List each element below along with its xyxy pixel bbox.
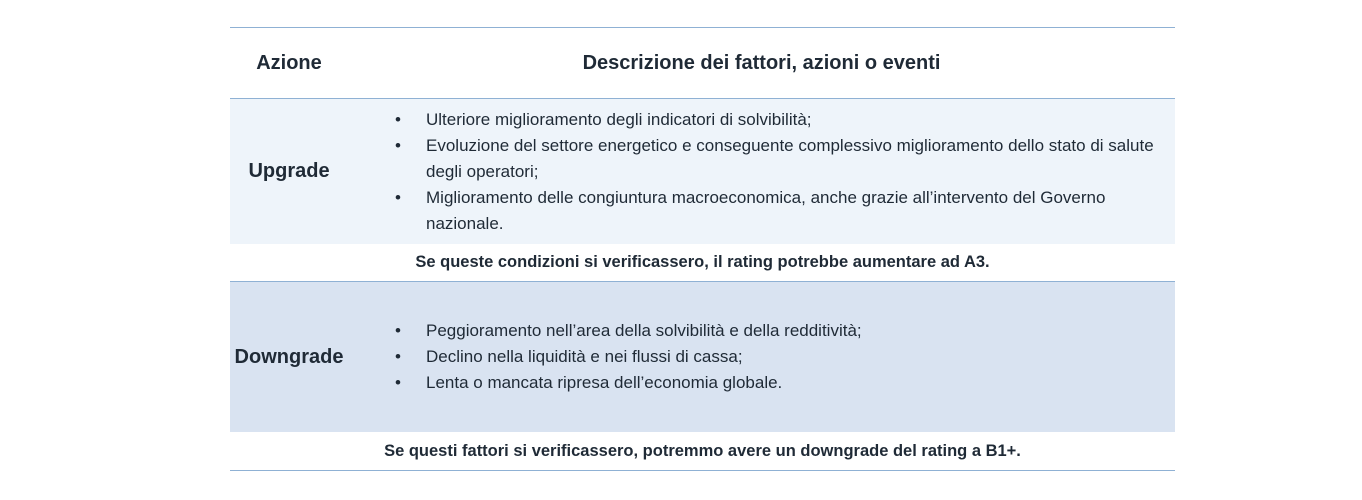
header-action: Azione	[256, 51, 322, 74]
bullet-icon: •	[395, 187, 401, 207]
bullet-icon: •	[395, 373, 401, 392]
list-item-text: Evoluzione del settore energetico e conseguente complessivo miglioramento dello stato di salute degli operatori;	[426, 135, 1154, 181]
header-description: Descrizione dei fattori, azioni o eventi	[582, 51, 941, 74]
table-header-row	[230, 28, 1175, 98]
list-item-text: Ulteriore miglioramento degli indicatori di solvibilità;	[426, 109, 812, 129]
list-item	[388, 318, 1175, 344]
table-bottom-rule	[230, 470, 1175, 471]
list-item	[388, 370, 1175, 396]
rating-table	[230, 27, 1175, 471]
list-item	[388, 344, 1175, 370]
list-item-text: Miglioramento delle congiuntura macroeconomica, anche grazie all’intervento del Governo nazionale.	[426, 187, 1106, 233]
upgrade-label: Upgrade	[248, 160, 330, 182]
bullet-icon: •	[395, 321, 401, 340]
downgrade-note: Se questi fattori si verificassero, potremmo avere un downgrade del rating a B1+.	[384, 441, 1021, 460]
list-item	[388, 133, 1175, 185]
bullet-icon: •	[395, 135, 401, 155]
list-item-text: Declino nella liquidità e nei flussi di cassa;	[426, 347, 743, 366]
upgrade-bullet-list	[348, 107, 1175, 237]
upgrade-description	[348, 99, 1175, 244]
bullet-icon: •	[395, 347, 401, 366]
list-item	[388, 185, 1175, 237]
downgrade-row	[230, 282, 1175, 432]
downgrade-label: Downgrade	[234, 345, 344, 368]
upgrade-note: Se queste condizioni si verificassero, il rating potrebbe aumentare ad A3.	[415, 253, 990, 271]
downgrade-bullet-list	[348, 318, 1175, 396]
list-item-text: Peggioramento nell’area della solvibilità e della redditività;	[426, 321, 862, 340]
list-item-text: Lenta o mancata ripresa dell’economia globale.	[426, 373, 783, 392]
downgrade-description	[348, 282, 1175, 432]
bullet-icon: •	[395, 109, 401, 129]
upgrade-row	[230, 99, 1175, 244]
list-item	[388, 107, 1175, 133]
